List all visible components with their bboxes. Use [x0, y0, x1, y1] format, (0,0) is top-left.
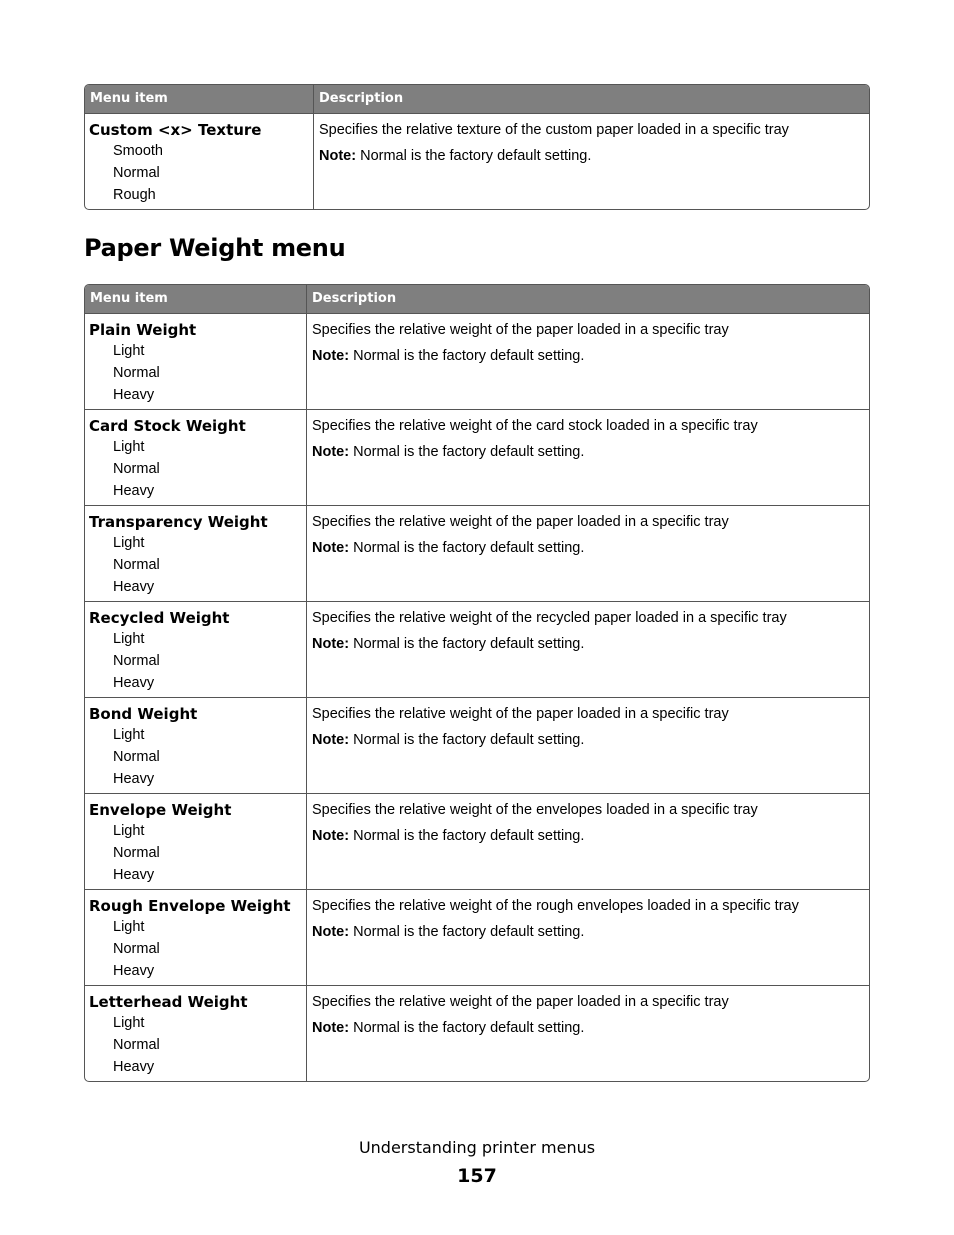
description-text: Specifies the relative weight of the paper loaded in a specific tray [312, 706, 729, 722]
note-body: Normal is the factory default setting. [349, 1020, 585, 1036]
description-text: Specifies the relative weight of the recycled paper loaded in a specific tray [312, 610, 787, 626]
menu-option: Light [113, 1015, 145, 1031]
note-label: Note: [312, 348, 350, 364]
table-row [85, 697, 869, 793]
description-cell [306, 793, 869, 889]
menu-item-cell [85, 409, 306, 505]
menu-option: Normal [113, 845, 160, 861]
menu-option: Smooth [113, 143, 163, 159]
table-row [85, 793, 869, 889]
menu-option: Heavy [113, 675, 155, 691]
menu-option: Heavy [113, 579, 155, 595]
menu-option: Heavy [113, 771, 155, 787]
note-label: Note: [312, 924, 350, 940]
menu-option: Normal [113, 653, 160, 669]
menu-item-name: Bond Weight [89, 705, 198, 723]
note-text [312, 827, 865, 845]
description-text: Specifies the relative texture of the custom paper loaded in a specific tray [319, 122, 789, 138]
menu-option: Heavy [113, 387, 155, 403]
description-text: Specifies the relative weight of the paper loaded in a specific tray [312, 322, 729, 338]
note-text [312, 635, 865, 653]
menu-item-cell [85, 985, 306, 1081]
menu-option: Normal [113, 365, 160, 381]
menu-item-cell [85, 697, 306, 793]
note-text [312, 1019, 865, 1037]
menu-item-cell [85, 601, 306, 697]
menu-item-cell [85, 505, 306, 601]
menu-option: Rough [113, 187, 156, 203]
menu-option: Light [113, 343, 145, 359]
footer-chapter-title: Understanding printer menus [358, 1138, 596, 1157]
menu-item-name: Custom <x> Texture [89, 121, 262, 139]
menu-option: Normal [113, 941, 160, 957]
menu-item-column-header: Menu item [85, 285, 306, 314]
menu-option: Heavy [113, 1059, 155, 1075]
note-body: Normal is the factory default setting. [349, 540, 585, 556]
menu-option: Light [113, 727, 145, 743]
description-text: Specifies the relative weight of the card stock loaded in a specific tray [312, 418, 758, 434]
description-cell [306, 314, 869, 409]
menu-option: Normal [113, 749, 160, 765]
note-body: Normal is the factory default setting. [349, 732, 585, 748]
menu-item-name: Plain Weight [89, 321, 197, 339]
description-cell [306, 697, 869, 793]
menu-option: Light [113, 439, 145, 455]
menu-item-name: Recycled Weight [89, 609, 230, 627]
menu-option: Normal [113, 461, 160, 477]
note-body: Normal is the factory default setting. [349, 444, 585, 460]
note-body: Normal is the factory default setting. [349, 924, 585, 940]
description-cell [306, 889, 869, 985]
table-row [85, 985, 869, 1081]
note-text [312, 731, 865, 749]
note-text [319, 147, 865, 165]
menu-item-cell [85, 314, 306, 409]
menu-item-name: Rough Envelope Weight [89, 897, 291, 915]
table-row [85, 601, 869, 697]
menu-item-name: Transparency Weight [89, 513, 268, 531]
note-body: Normal is the factory default setting. [349, 828, 585, 844]
table-row [85, 505, 869, 601]
table-header-row [85, 285, 869, 314]
menu-option: Heavy [113, 867, 155, 883]
note-label: Note: [312, 540, 350, 556]
description-cell [306, 601, 869, 697]
description-column-header: Description [306, 285, 869, 314]
description-cell [306, 985, 869, 1081]
note-label: Note: [312, 636, 350, 652]
menu-item-cell [85, 114, 313, 209]
table-row [85, 114, 869, 209]
table-row [85, 889, 869, 985]
note-label: Note: [312, 1020, 350, 1036]
note-text [312, 443, 865, 461]
texture-menu-table [84, 84, 870, 210]
note-label: Note: [312, 828, 350, 844]
menu-item-name: Card Stock Weight [89, 417, 246, 435]
menu-option: Light [113, 919, 145, 935]
note-body: Normal is the factory default setting. [349, 636, 585, 652]
table-header-row [85, 85, 869, 114]
note-label: Note: [312, 444, 350, 460]
menu-option: Normal [113, 1037, 160, 1053]
description-column-header: Description [313, 85, 869, 114]
menu-option: Light [113, 535, 145, 551]
note-body: Normal is the factory default setting. [356, 148, 592, 164]
page-number: 157 [457, 1165, 497, 1187]
note-text [312, 923, 865, 941]
menu-item-column-header: Menu item [85, 85, 313, 114]
description-cell [306, 409, 869, 505]
menu-option: Normal [113, 557, 160, 573]
description-text: Specifies the relative weight of the paper loaded in a specific tray [312, 994, 729, 1010]
menu-item-name: Letterhead Weight [89, 993, 248, 1011]
menu-item-cell [85, 889, 306, 985]
note-text [312, 347, 865, 365]
paper-weight-menu-table [84, 284, 870, 1082]
section-title: Paper Weight menu [84, 234, 346, 262]
description-text: Specifies the relative weight of the paper loaded in a specific tray [312, 514, 729, 530]
menu-option: Heavy [113, 483, 155, 499]
description-cell [313, 114, 869, 209]
menu-option: Normal [113, 165, 160, 181]
description-text: Specifies the relative weight of the envelopes loaded in a specific tray [312, 802, 758, 818]
table-row [85, 409, 869, 505]
description-text: Specifies the relative weight of the rough envelopes loaded in a specific tray [312, 898, 799, 914]
table-row [85, 314, 869, 409]
note-body: Normal is the factory default setting. [349, 348, 585, 364]
description-cell [306, 505, 869, 601]
menu-item-name: Envelope Weight [89, 801, 232, 819]
menu-option: Heavy [113, 963, 155, 979]
menu-item-cell [85, 793, 306, 889]
menu-option: Light [113, 823, 145, 839]
note-label: Note: [312, 732, 350, 748]
note-label: Note: [319, 148, 357, 164]
note-text [312, 539, 865, 557]
menu-option: Light [113, 631, 145, 647]
